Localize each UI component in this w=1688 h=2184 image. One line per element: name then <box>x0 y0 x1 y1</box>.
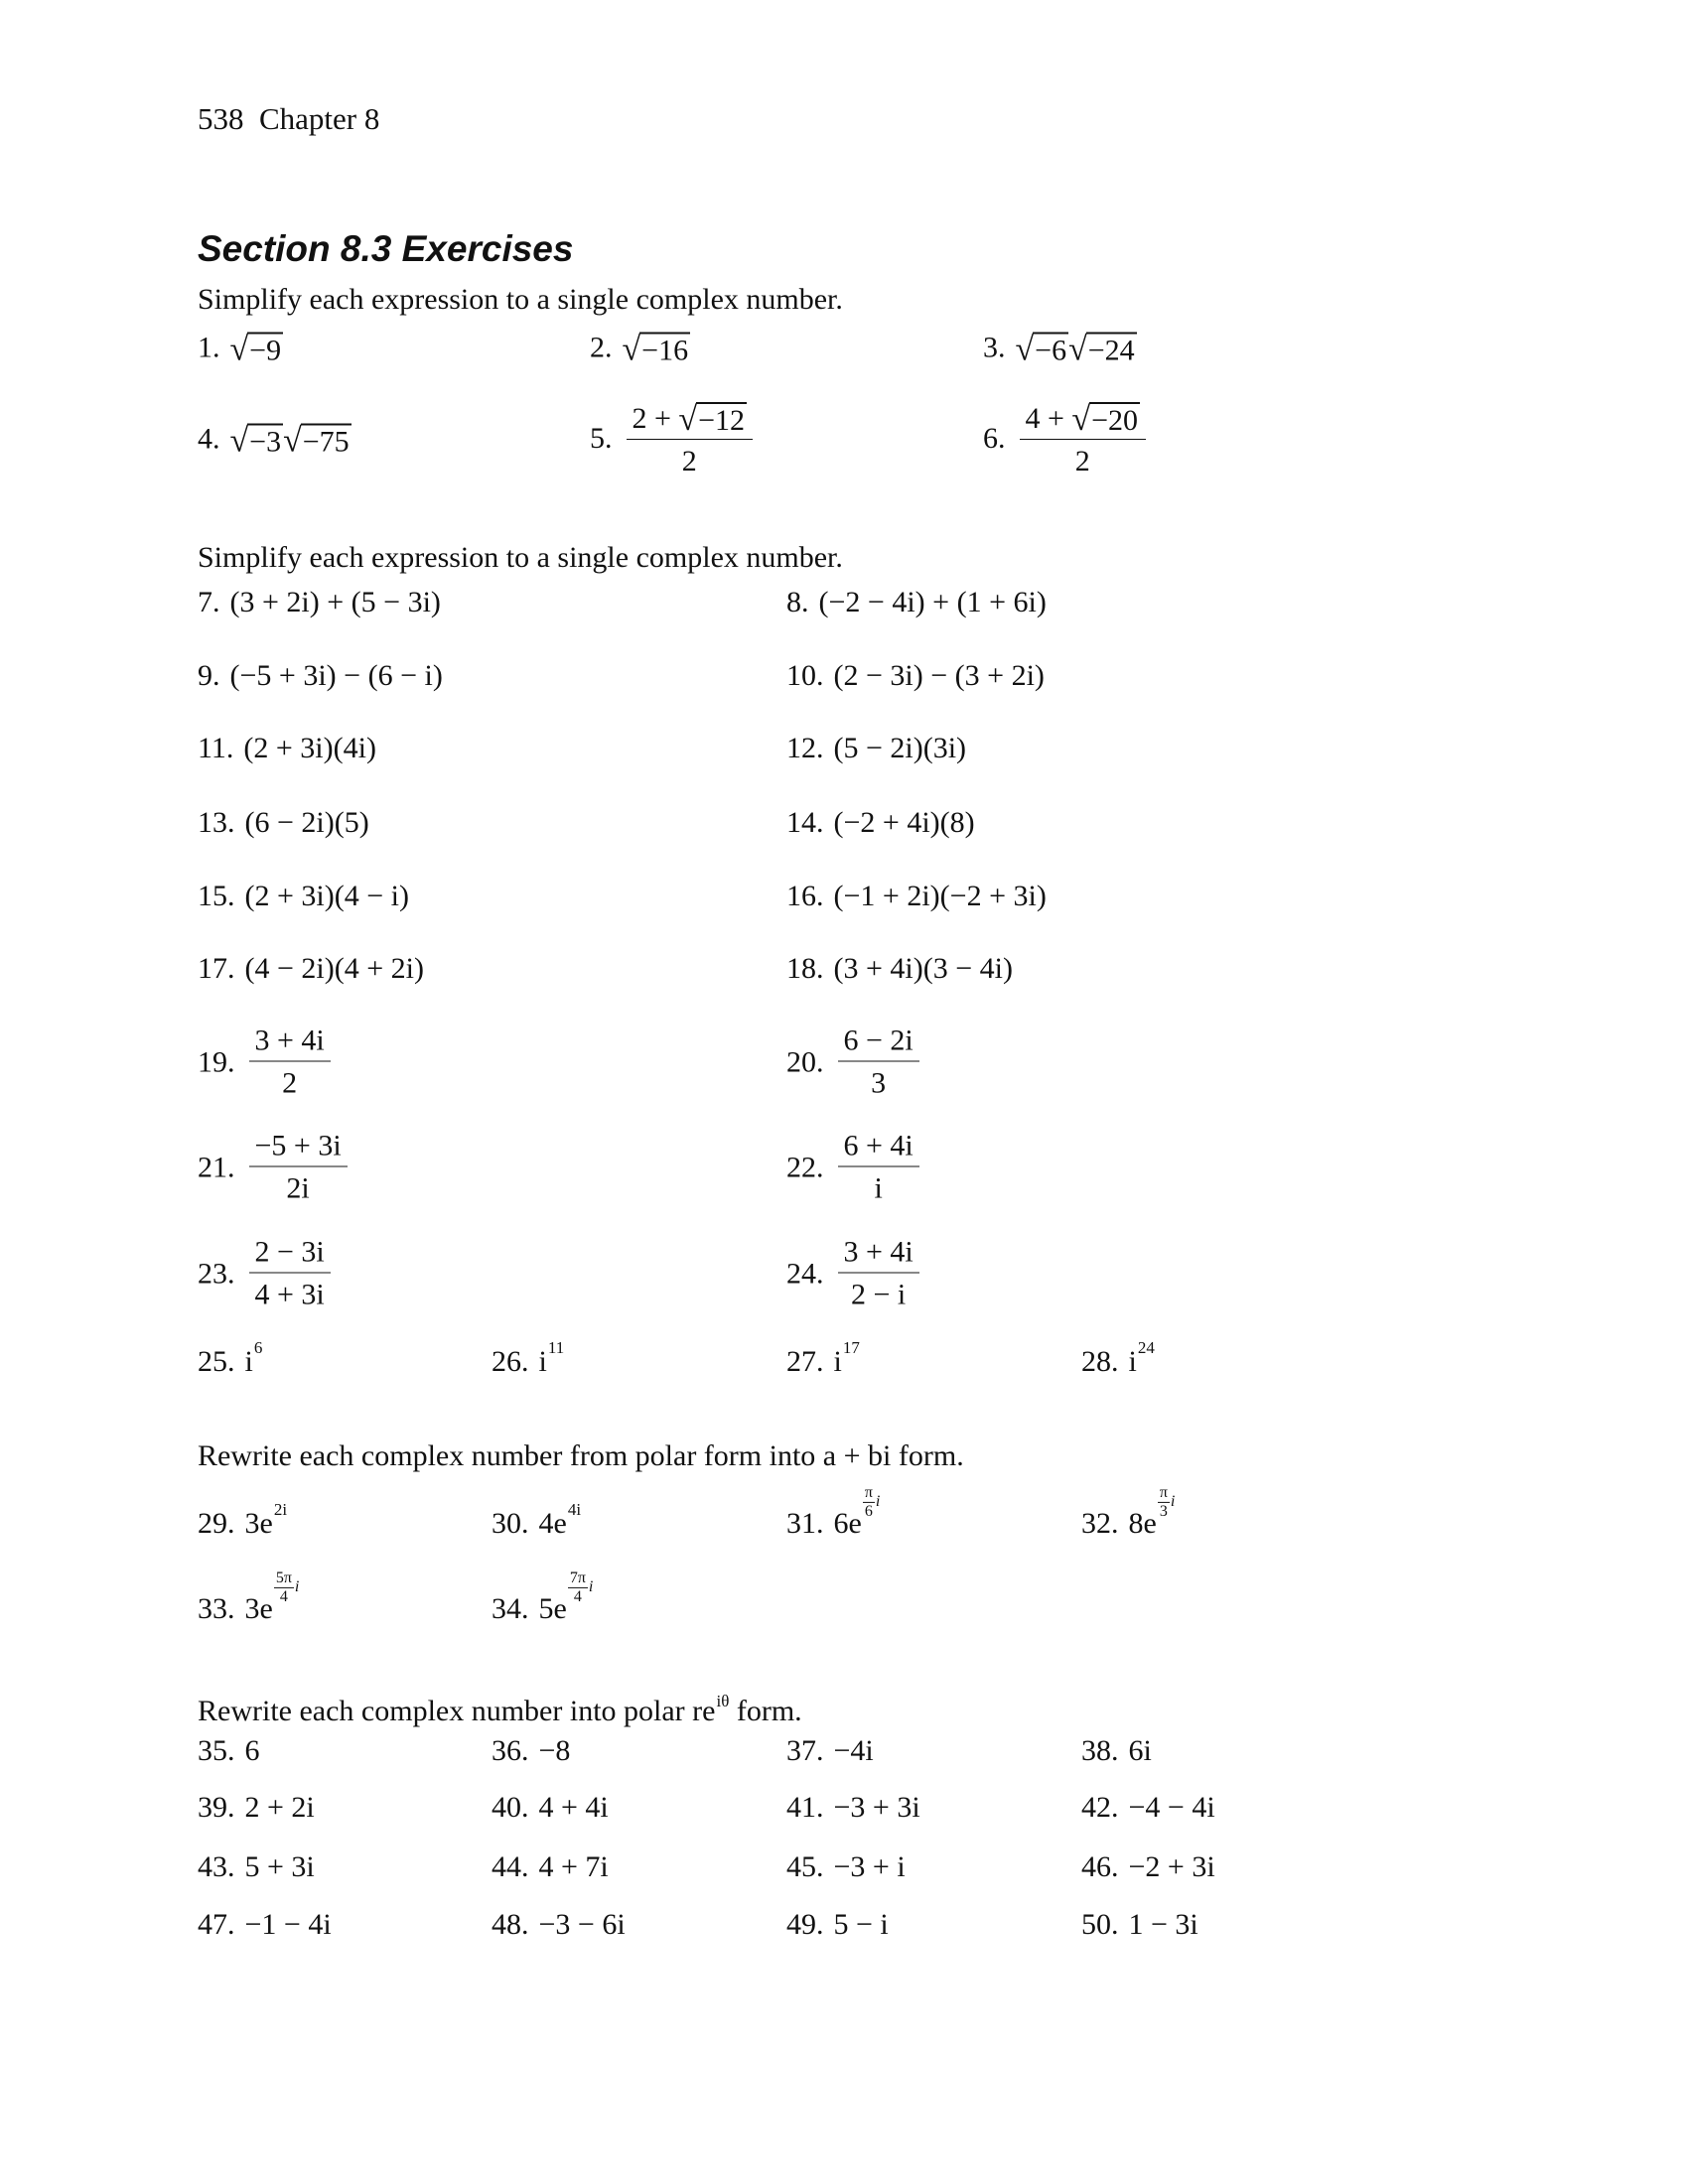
exercise-number: 18. <box>786 952 824 985</box>
math-text: 2 + 2i <box>244 1791 315 1824</box>
radical-sign-icon: √ <box>1068 331 1087 368</box>
math-text: 1 − 3i <box>1128 1908 1198 1941</box>
exercise-item <box>198 659 443 693</box>
radical-sign-icon: √ <box>678 401 698 438</box>
exercise-number: 50. <box>1081 1908 1119 1941</box>
exercise-item <box>198 1734 260 1768</box>
exercise-number: 30. <box>492 1507 529 1540</box>
exercise-expression <box>834 1734 874 1768</box>
exponent: 17 <box>842 1338 860 1357</box>
exercise-expression <box>230 659 443 693</box>
section-instruction <box>198 283 843 317</box>
exercise-item <box>198 806 369 840</box>
math-text: 4e <box>538 1507 567 1540</box>
exercise-number: 35. <box>198 1734 235 1767</box>
radicand: −16 <box>641 334 689 367</box>
exercise-item <box>786 1338 860 1379</box>
math-text: 4 + <box>1025 402 1072 435</box>
exercise-number: 5. <box>590 422 613 455</box>
exercise-number: 33. <box>198 1592 235 1625</box>
exercise-number: 38. <box>1081 1734 1119 1767</box>
exercise-expression <box>245 1129 352 1207</box>
exponent: 2i <box>273 1500 288 1519</box>
math-text: −4i <box>833 1734 874 1767</box>
exponent-numerator: π <box>864 1483 873 1501</box>
instruction-text: form. <box>891 1439 964 1472</box>
math-text: (2 + 3i)(4i) <box>243 732 376 764</box>
math-text: 4 + 7i <box>538 1850 609 1883</box>
exercise-number: 43. <box>198 1850 235 1883</box>
denominator <box>249 1273 331 1313</box>
math-text: (3 + 2i) + (5 − 3i) <box>229 586 441 618</box>
exercise-item <box>786 659 1045 693</box>
exercise-expression <box>834 659 1045 693</box>
instruction-text: form. <box>729 1695 802 1727</box>
exercise-item <box>786 1235 923 1313</box>
exercise-number: 3. <box>983 331 1006 363</box>
exercise-item <box>786 586 1047 619</box>
denominator <box>627 439 754 479</box>
numerator <box>249 1024 331 1061</box>
square-root <box>283 420 352 459</box>
exercise-expression <box>1128 1338 1155 1379</box>
exercise-number: 1. <box>198 331 220 363</box>
exercise-number: 32. <box>1081 1507 1119 1540</box>
exercise-number: 34. <box>492 1592 529 1625</box>
math-text: 4 + 3i <box>254 1278 325 1311</box>
math-text: 6 <box>244 1734 260 1767</box>
exponent-fraction <box>863 1484 875 1520</box>
math-text: i <box>833 1345 842 1378</box>
numerator <box>627 398 754 439</box>
exercise-item <box>492 1908 626 1942</box>
exponent: 11 <box>547 1338 565 1357</box>
exercise-number: 22. <box>786 1151 824 1183</box>
exercise-item <box>1081 1850 1215 1884</box>
exponent-denominator: 4 <box>274 1587 294 1606</box>
math-text: (4 − 2i)(4 + 2i) <box>244 952 424 985</box>
exercise-expression <box>244 1500 288 1541</box>
exercise-item <box>786 1129 923 1207</box>
exercise-item <box>198 329 283 367</box>
math-text: −3 − 6i <box>538 1908 626 1941</box>
exercise-expression <box>245 880 409 913</box>
math-text: 8e <box>1128 1507 1157 1540</box>
square-root <box>623 329 691 367</box>
numerator <box>1020 398 1147 439</box>
exercise-item <box>492 1338 565 1379</box>
fraction <box>627 398 754 479</box>
exponent: 6 <box>253 1338 263 1357</box>
exercise-number: 27. <box>786 1345 824 1378</box>
exercise-item <box>786 1850 906 1884</box>
exercise-number: 48. <box>492 1908 529 1941</box>
fraction <box>838 1129 919 1207</box>
exercise-item <box>1081 1483 1176 1542</box>
math-text: −2 + 3i <box>1128 1850 1215 1883</box>
instruction-text: Simplify each expression to a single complex number. <box>198 283 843 316</box>
fraction-exponent <box>568 1570 594 1605</box>
exercise-expression <box>230 420 352 459</box>
exercise-number: 42. <box>1081 1791 1119 1824</box>
math-text: 2 <box>1074 445 1090 478</box>
exercise-number: 20. <box>786 1045 824 1078</box>
exercise-item <box>198 1500 288 1541</box>
exercise-expression <box>623 398 758 479</box>
exercise-expression <box>1129 1850 1215 1884</box>
denominator <box>838 1061 919 1102</box>
exercise-expression <box>834 1129 923 1207</box>
instruction-text: Rewrite each complex number into polar <box>198 1695 693 1727</box>
math-text: (6 − 2i)(5) <box>244 806 369 839</box>
radical-sign-icon: √ <box>622 331 641 368</box>
exercise-expression <box>244 1338 263 1379</box>
math-text: 2 − i <box>851 1278 907 1311</box>
exercise-number: 21. <box>198 1151 235 1183</box>
exercise-expression <box>245 1791 315 1825</box>
math-text: 3e <box>244 1507 273 1540</box>
exponent-fraction <box>274 1570 294 1605</box>
exercise-item <box>786 1734 874 1768</box>
fraction-exponent <box>1158 1484 1176 1520</box>
math-text: 3 + 4i <box>843 1235 914 1269</box>
fraction <box>1020 398 1147 479</box>
section-instruction <box>198 1692 802 1728</box>
math-text: 2 + <box>632 402 679 435</box>
math-text: (−2 + 4i)(8) <box>833 806 975 839</box>
exponent-fraction <box>568 1570 588 1605</box>
exponent-numerator: 5π <box>275 1569 292 1586</box>
exercise-expression <box>834 1850 906 1884</box>
exercise-expression <box>245 952 424 986</box>
exercise-item <box>492 1734 570 1768</box>
exercise-expression <box>834 806 975 840</box>
radicand: −6 <box>1035 334 1067 367</box>
page-header <box>198 101 379 137</box>
exercise-expression <box>834 952 1013 986</box>
exercise-number: 4. <box>198 422 220 455</box>
math-text: i <box>1128 1345 1137 1378</box>
exercise-number: 41. <box>786 1791 824 1824</box>
exercise-number: 37. <box>786 1734 824 1767</box>
exercise-expression <box>539 1734 571 1768</box>
exercise-item <box>786 1908 889 1942</box>
square-root <box>230 420 284 459</box>
exercise-expression <box>833 1338 860 1379</box>
exercise-expression <box>834 1024 923 1102</box>
exercise-item <box>198 1850 315 1884</box>
math-text: i <box>874 1171 883 1205</box>
exercise-expression <box>245 1235 335 1313</box>
fraction <box>249 1024 331 1102</box>
exercise-expression <box>245 1908 332 1942</box>
exercise-number: 12. <box>786 732 824 764</box>
math-text: 3 + 4i <box>254 1024 325 1057</box>
numerator <box>838 1235 919 1273</box>
math-text: 2 − 3i <box>254 1235 325 1269</box>
exercise-number: 13. <box>198 806 235 839</box>
math-text: −4 − 4i <box>1128 1791 1215 1824</box>
exercise-item <box>492 1500 582 1541</box>
square-root <box>1016 329 1069 367</box>
math-text: i <box>244 1345 253 1378</box>
numerator <box>838 1024 919 1061</box>
exponent-numerator: π <box>1159 1483 1168 1501</box>
exercise-number: 45. <box>786 1850 824 1883</box>
instruction-text: Rewrite each complex number from polar form into <box>198 1439 823 1472</box>
math-text: −5 + 3i <box>254 1129 342 1162</box>
numerator <box>249 1129 348 1166</box>
exercise-item <box>492 1791 609 1825</box>
math-text: −1 − 4i <box>244 1908 332 1941</box>
exercise-expression <box>538 1500 582 1541</box>
math-text: 2 <box>282 1066 298 1100</box>
exercise-number: 36. <box>492 1734 529 1767</box>
exercise-item <box>983 329 1137 367</box>
exercise-item <box>786 1024 923 1102</box>
math-text: 3e <box>244 1592 273 1625</box>
fraction-exponent <box>863 1484 881 1520</box>
math-text: i <box>538 1345 547 1378</box>
radicand: −75 <box>302 425 350 459</box>
exercise-number: 24. <box>786 1257 824 1290</box>
exponent-denominator: 4 <box>568 1587 588 1606</box>
math-text: 5 − i <box>833 1908 889 1941</box>
exercise-number: 29. <box>198 1507 235 1540</box>
exercise-item <box>786 952 1013 986</box>
exponent: 4i <box>567 1500 582 1519</box>
fraction <box>838 1235 919 1313</box>
math-text: (−1 + 2i)(−2 + 3i) <box>833 880 1047 912</box>
exercise-item <box>198 1791 315 1825</box>
exercise-item <box>198 732 376 765</box>
exercise-expression <box>834 880 1047 913</box>
exponent-imaginary-unit: i <box>588 1578 594 1595</box>
exercise-item <box>198 586 441 619</box>
radical-sign-icon: √ <box>1015 331 1035 368</box>
exercise-item <box>1081 1791 1215 1825</box>
math-text: 6e <box>833 1507 862 1540</box>
exercise-item <box>198 420 352 459</box>
exercise-item <box>198 1908 332 1942</box>
exercise-number: 16. <box>786 880 824 912</box>
exponent-denominator: 3 <box>1158 1502 1170 1521</box>
exercise-expression <box>623 329 691 367</box>
instruction-math: a + bi <box>822 1439 892 1472</box>
exercise-number: 23. <box>198 1257 235 1290</box>
exercise-number: 47. <box>198 1908 235 1941</box>
exercise-item <box>1081 1908 1198 1942</box>
numerator <box>838 1129 919 1166</box>
exercise-number: 49. <box>786 1908 824 1941</box>
square-root <box>1071 398 1140 437</box>
exercise-item <box>1081 1338 1155 1379</box>
exercise-item <box>198 1024 335 1102</box>
exercise-item <box>198 880 409 913</box>
fraction-exponent <box>274 1570 300 1605</box>
exponent-imaginary-unit: i <box>875 1493 881 1510</box>
math-text: 6 + 4i <box>843 1129 914 1162</box>
radicand: −3 <box>249 425 282 459</box>
exercise-expression <box>539 1908 626 1942</box>
math-text: 5 + 3i <box>244 1850 315 1883</box>
math-text: (2 + 3i)(4 − i) <box>244 880 409 912</box>
exercise-expression <box>1129 1734 1152 1768</box>
exercise-expression <box>230 586 441 619</box>
radicand: −20 <box>1091 404 1139 437</box>
exponent-imaginary-unit: i <box>294 1578 300 1595</box>
math-text: 3 <box>871 1066 887 1100</box>
instruction-math-exponent: iθ <box>716 1692 730 1710</box>
exercise-item <box>198 1129 352 1207</box>
exponent: 24 <box>1137 1338 1155 1357</box>
radicand: −12 <box>698 404 746 437</box>
exercise-expression <box>834 732 967 765</box>
math-text: (3 + 4i)(3 − 4i) <box>833 952 1013 985</box>
radical-sign-icon: √ <box>1071 401 1091 438</box>
math-text: 6i <box>1128 1734 1152 1767</box>
radical-sign-icon: √ <box>229 331 249 368</box>
exercise-number: 2. <box>590 331 613 363</box>
exercise-item <box>786 880 1047 913</box>
instruction-text: Simplify each expression to a single complex number. <box>198 541 843 574</box>
exercise-expression <box>243 732 376 765</box>
exercise-expression <box>834 1235 923 1313</box>
exercise-number: 40. <box>492 1791 529 1824</box>
exercise-expression <box>1129 1791 1215 1825</box>
exercise-number: 28. <box>1081 1345 1119 1378</box>
exercise-number: 7. <box>198 586 220 618</box>
exercise-item <box>786 806 975 840</box>
page-number: 538 <box>198 101 244 136</box>
exercise-item <box>198 1235 335 1313</box>
exercise-item <box>492 1850 609 1884</box>
exercise-item <box>1081 1734 1152 1768</box>
exercise-number: 15. <box>198 880 235 912</box>
exercise-item <box>590 329 690 367</box>
exercise-expression <box>819 586 1047 619</box>
exercise-expression <box>538 1338 565 1379</box>
square-root <box>1068 329 1137 367</box>
exercise-expression <box>245 1734 260 1768</box>
math-text: (2 − 3i) − (3 + 2i) <box>833 659 1045 692</box>
exercise-item <box>198 1338 263 1379</box>
exponent-fraction <box>1158 1484 1170 1520</box>
exponent-denominator: 6 <box>863 1502 875 1521</box>
exercise-expression <box>245 1024 335 1102</box>
exercise-number: 39. <box>198 1791 235 1824</box>
math-text: 4 + 4i <box>538 1791 609 1824</box>
exercise-number: 8. <box>786 586 809 618</box>
numerator <box>249 1235 331 1273</box>
exercise-expression <box>245 806 369 840</box>
radicand: −9 <box>249 334 282 367</box>
exercise-expression <box>1129 1908 1198 1942</box>
math-text: (−2 − 4i) + (1 + 6i) <box>818 586 1047 618</box>
exercise-expression <box>833 1483 881 1542</box>
math-text: 2 <box>681 445 697 478</box>
exercise-expression <box>834 1791 920 1825</box>
math-text: (5 − 2i)(3i) <box>833 732 967 764</box>
exercise-expression <box>834 1908 889 1942</box>
exercise-number: 14. <box>786 806 824 839</box>
exercise-number: 31. <box>786 1507 824 1540</box>
exercise-number: 19. <box>198 1045 235 1078</box>
denominator <box>838 1273 919 1313</box>
radicand: −24 <box>1087 334 1135 367</box>
radical-sign-icon: √ <box>283 422 302 460</box>
section-title: Section 8.3 Exercises <box>198 228 574 269</box>
math-text: −8 <box>538 1734 571 1767</box>
exponent-numerator: 7π <box>569 1569 586 1586</box>
exercise-number: 44. <box>492 1850 529 1883</box>
math-text: 6 − 2i <box>843 1024 914 1057</box>
exercise-item <box>983 398 1150 479</box>
exercise-number: 46. <box>1081 1850 1119 1883</box>
exercise-expression <box>230 329 284 367</box>
exercise-number: 10. <box>786 659 824 692</box>
fraction <box>838 1024 919 1102</box>
exercise-number: 11. <box>198 732 234 764</box>
exercise-item <box>786 1791 920 1825</box>
math-text: 2i <box>286 1171 310 1205</box>
denominator <box>1020 439 1147 479</box>
denominator <box>249 1166 348 1207</box>
exercise-expression <box>1128 1483 1176 1542</box>
exercise-number: 9. <box>198 659 220 692</box>
instruction-math: re <box>692 1695 716 1727</box>
exercise-expression <box>539 1850 609 1884</box>
square-root <box>678 398 747 437</box>
exercise-item <box>786 732 966 765</box>
exercise-item <box>786 1483 881 1542</box>
denominator <box>249 1061 331 1102</box>
exercise-number: 6. <box>983 422 1006 455</box>
exercise-number: 25. <box>198 1345 235 1378</box>
exercise-number: 17. <box>198 952 235 985</box>
section-instruction <box>198 1439 964 1473</box>
exercise-number: 26. <box>492 1345 529 1378</box>
fraction <box>249 1235 331 1313</box>
exponent-imaginary-unit: i <box>1170 1493 1176 1510</box>
exercise-item <box>590 398 757 479</box>
fraction <box>249 1129 348 1207</box>
section-instruction <box>198 541 843 575</box>
denominator <box>838 1166 919 1207</box>
math-text: (−5 + 3i) − (6 − i) <box>229 659 443 692</box>
exercise-item <box>198 952 424 986</box>
exercise-expression <box>539 1791 609 1825</box>
math-text: −3 + i <box>833 1850 906 1883</box>
math-text: −3 + 3i <box>833 1791 920 1824</box>
exercise-expression <box>1016 329 1137 367</box>
exercise-expression <box>1016 398 1151 479</box>
math-text: 5e <box>538 1592 567 1625</box>
chapter-label: Chapter 8 <box>259 101 380 136</box>
exercise-expression <box>245 1850 315 1884</box>
square-root <box>230 329 284 367</box>
radical-sign-icon: √ <box>229 422 249 460</box>
